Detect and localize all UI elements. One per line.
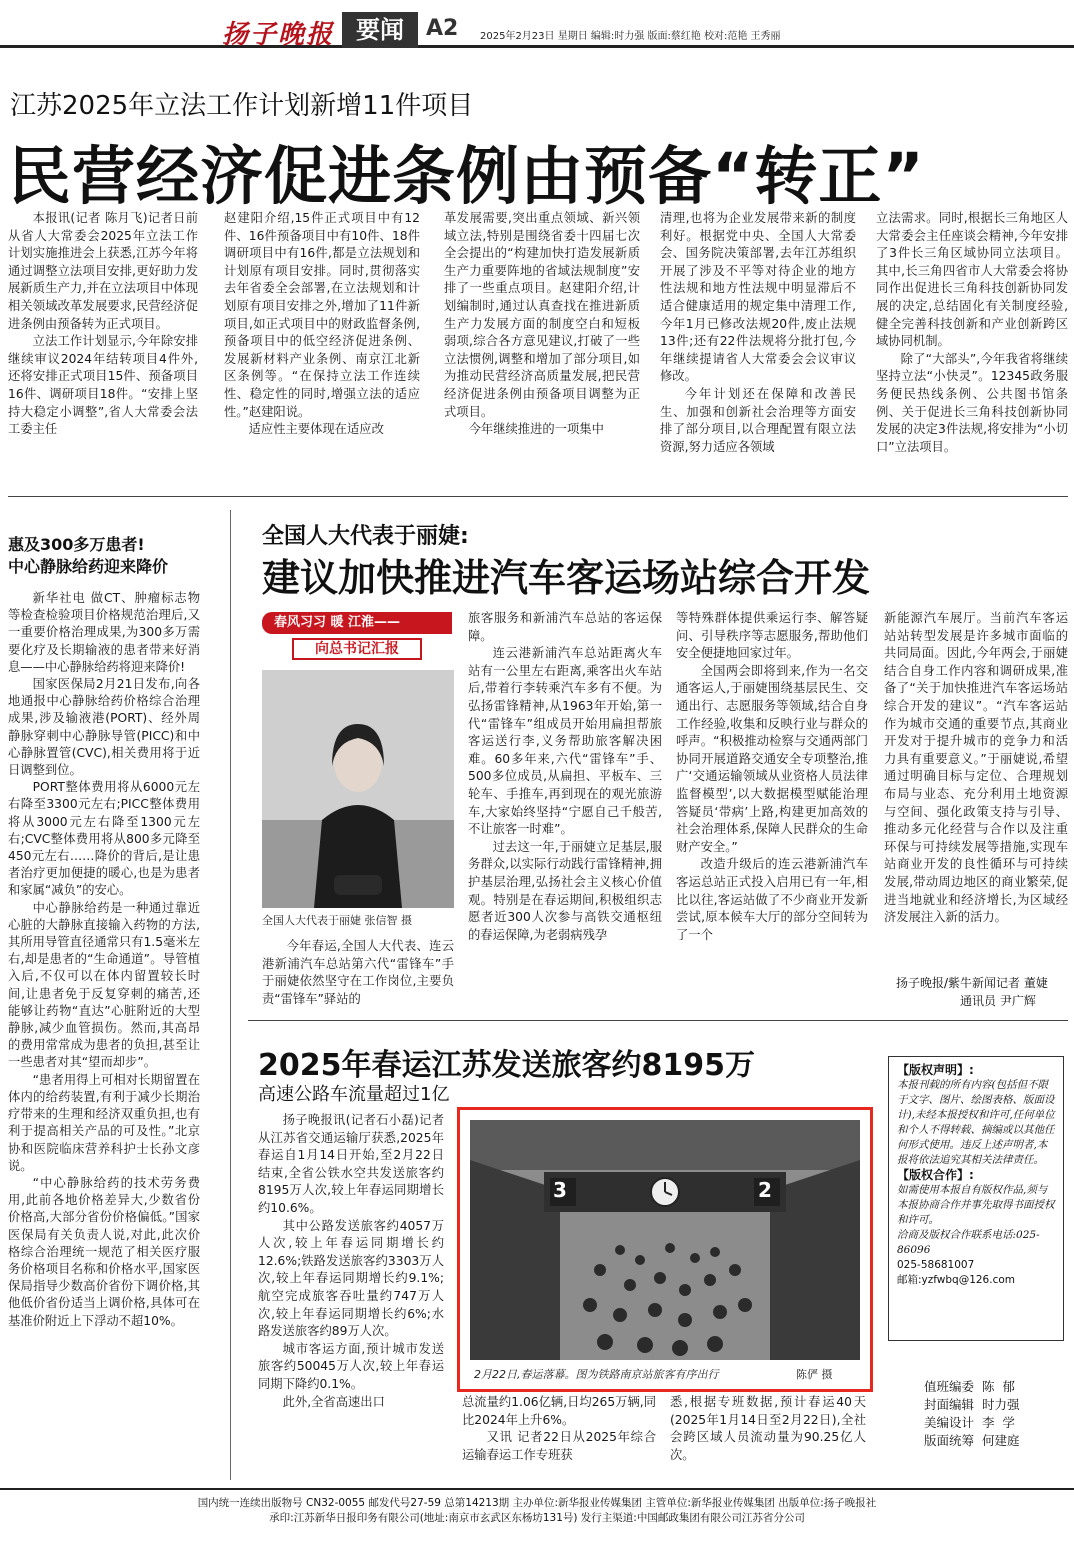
divider xyxy=(248,1020,1068,1021)
portrait-figure xyxy=(262,670,454,908)
portrait-caption: 全国人大代表于丽婕 张信智 摄 xyxy=(262,914,412,927)
lead-column-3: 革发展需要,突出重点领域、新兴领域立法,特别是围绕省委十四届七次全会提出的“构建加快打造发展新质生产力重要阵地的省域法规制度”安排了一些重点项目。赵建阳介绍,计划编制时,通过认真查找在推进新质生产力发展方面的制度空白和短板弱项,综合各方意见建议,打破了一些立法惯例,调整和增加了部分项目,如为推动民营经济高质量发展,把民营经济促进条例由预备项目调整为正式项目。 今年继续推进的一项集中 xyxy=(444,211,640,437)
lead-column-5: 立法需求。同时,根据长三角地区人大常委会主任座谈会精神,今年安排了3件长三角区域协同立法项目。其中,长三角四省市人大常委会将协同作出促进长三角科技创新协同发展的决定,总结固化有关制度经验,健全完善科技创新和产业创新跨区域协同机制。 除了“大部头”,今年我省将继续坚持立法“小快灵”。12345政务服务便民热线条例、公共图书馆条例、关于促进长三角科技创新协同发展的决定3件法规,将安排为“小切口”立法项目。 xyxy=(876,211,1068,454)
story2-column-1: 今年春运,全国人大代表、连云港新浦汽车总站第六代“雷锋车”手于丽婕依然坚守在工作岗位,主要负责“雷锋车”驿站的 xyxy=(262,939,454,1006)
photo-credit: 陈俨 摄 xyxy=(796,1368,833,1381)
story3-column-3: 悉,根据专班数据,预计春运40天(2025年1月14日至2月22日),全社会跨区域人员流动量为90.25亿人次。 xyxy=(670,1395,866,1462)
column-divider xyxy=(230,510,231,1480)
story2-column-4: 新能源汽车展厅。当前汽车客运站站转型发展是许多城市面临的共同局面。因此,今年两会,于丽婕结合自身工作内容和调研成果,准备了“关于加快推进汽车客运场站综合开发的建议”。“汽车客运站作为城市交通的重要节点,其商业开发对于提升城市的竞争力和活力具有重要意义。”于丽婕说,希望通过明确目标与定位、合理规划布局与业态、充分利用土地资源与空间、强化政策支持与引导、推动多元化经营与合作以及注重环保与可持续发展等措施,实现车站商业开发的良性循环与可持续发展,带动周边地区的商业繁荣,促进当地就业和经济增长,为区域经济发展注入新的活力。 xyxy=(884,611,1068,925)
station-photo xyxy=(470,1120,860,1360)
lead-headline: 民营经济促进条例由预备“转正” xyxy=(8,140,925,213)
sidebar-subtitle: 中心静脉给药迎来降价 xyxy=(8,557,169,576)
divider xyxy=(8,496,1068,497)
footer-line-2: 承印:江苏新华日报印务有限公司(地址:南京市玄武区东杨坊131号) 发行主渠道:中国邮政集团有限公司江苏省分公司 xyxy=(269,1512,805,1524)
contact-phone: 洽商及版权合作联系电话:025-86096 xyxy=(897,1229,1040,1256)
platform-number-right: 2 xyxy=(758,1178,772,1202)
story2-column-3: 等特殊群体提供乘运行李、解答疑问、引导秩序等志愿服务,帮助他们安全便捷地回家过年。 全国两会即将到来,作为一名交通客运人,于丽婕围绕基层民生、交通出行、志愿服务等领域,结合自身工作经验,收集和反映行业与群众的呼声。“积极推动检察与交通两部门协同开展道路交通安全专项整治,推广‘交通运输领域从业资格人员法律监督模型’,以大数据模型赋能治理答疑员‘带病’上路,构建更加高效的社会治理体系,保障人民群众的生命财产安全。” 改造升级后的连云港新浦汽车客运总站正式投入启用已有一年,相比以往,客运站做了不少商业开发新尝试,原本候车大厅的部分空间转为了一个 xyxy=(676,611,868,942)
copyright-body: 本报刊载的所有内容(包括但不限于文字、图片、绘图表格、版面设计),未经本报授权和许可,任何单位和个人不得转载、摘编或以其他任何形式使用。违反上述声明者,本报将依法追究其相关法律责任。 xyxy=(897,1079,1055,1166)
staff-credits: 值班编委 陈 郁 封面编辑 时力强 美编设计 李 学 版面统筹 何建庭 xyxy=(924,1379,1020,1448)
story2-byline-2: 通讯员 尹广辉 xyxy=(960,994,1036,1008)
story2-headline: 建议加快推进汽车客运场站综合开发 xyxy=(262,556,871,600)
cooperation-title: 【版权合作】: xyxy=(897,1168,974,1182)
series-badge-bottom: 向总书记汇报 xyxy=(292,638,422,660)
story3-column-2: 总流量约1.06亿辆,日均265万辆,同比2024年上升6%。 又讯 记者22日从2025年综合运输春运工作专班获 xyxy=(462,1395,656,1462)
lead-column-2: 赵建阳介绍,15件正式项目中有12件、16件预备项目中有10件、18件调研项目中有16件,都是立法规划和计划原有项目安排。同时,贯彻落实去年省委全会部署,在立法规划和计划原有项目安排之外,增加了11件新项目,如正式项目中的财政监督条例,预备项目中的低空经济促进条例、发展新材料产业条例、南京江北新区条例等。“在保持立法工作连续性、稳定性的同时,增强立法的适应性。”赵建阳说。 适应性主要体现在适应改 xyxy=(224,211,420,437)
sidebar-title: 惠及300多万患者! xyxy=(8,535,145,554)
edition-meta: 2025年2月23日 星期日 编辑:时力强 版面:蔡红艳 校对:范艳 王秀丽 xyxy=(480,31,781,42)
photo-caption: 2月22日,春运落幕。图为铁路南京站旅客有序出行 xyxy=(474,1368,719,1381)
footer-line-1: 国内统一连续出版物号 CN32-0055 邮发代号27-59 总第14213期 主办单位:新华报业传媒集团 主管单位:新华报业传媒集团 出版单位:扬子晚报社 xyxy=(197,1497,877,1509)
story3-subhead: 高速公路车流量超过1亿 xyxy=(258,1084,450,1105)
story2-column-2: 旅客服务和新浦汽车总站的客运保障。 连云港新浦汽车总站距离火车站有一公里左右距离,乘客出火车站后,带着行李转乘汽车多有不便。为弘扬雷锋精神,从1963年开始,第一代“雷锋车”组成员开始用扁担帮旅客运送行李,义务帮助旅客解决困难。60多年来,六代“雷锋车”手、500多位成员,从扁担、平板车、三轮车、手推车,再到现在的观光旅游车,大家始终坚持“宁愿自己千般苦,不让旅客一时难”。 过去这一年,于丽婕立足基层,服务群众,以实际行动践行雷锋精神,拥护基层治理,弘扬社会主义核心价值观。特别是在春运期间,积极组织志愿者近300人次参与高铁交通枢纽的春运保障,为老弱病残孕 xyxy=(468,611,662,942)
contact-phone-2: 025-58681007 xyxy=(897,1259,975,1271)
sidebar-body: 新华社电 做CT、肿瘤标志物等检查检验项目价格规范治理后,又一重要价格治理成果,为300多万需要化疗及长期输液的患者带来好消息——中心静脉给药将迎来降价! 国家医保局2月21日发布,向各地通报中心静脉给药价格综合治理成果,涉及输液港(PORT)、经外周静脉穿刺中心静脉导管(PICC)和中心静脉置管(CVC),相关费用将于近日调整到位。 PORT整体费用将从6000元左右降至3300元左右;PICC整体费用将从3000元左右降至1300元左右;CVC整体费用将从800多元降至450元左右……降价的背后,是让患者治疗更加便捷的暖心,也是为患者和家属“减负”的安心。 中心静脉给药是一种通过靠近心脏的大静脉直接输入药物的方法,其所用导管直径通常只有1.5毫米左右,却是患者的“生命通道”。导管植入后,不仅可以在体内留置较长时间,让患者免于反复穿刺的痛苦,还能够让药物“直达”心脏附近的大型静脉,减少血管损伤。然而,其高昂的费用常常成为患者的负担,甚至让一些患者对其“望而却步”。 “患者用得上可相对长期留置在体内的给药装置,有利于减少长期治疗带来的生理和经济双重负担,也有利于提高相关产品的可及性。”北京协和医院临床营养科护士长孙文彦说。 “中心静脉给药的技术劳务费用,此前各地价格差异大,少数省份价格高,大部分省份价格偏低。”国家医保局有关负责人说,对此,此次价格综合治理统一规范了相关医疗服务价格项目名称和价格水平,国家医保局指导少数高价省份下调价格,其他低价省份适当上调价格,具体可在基准价附近上下浮动不超10%。 xyxy=(8,591,200,1328)
story3-headline: 2025年春运江苏发送旅客约8195万 xyxy=(258,1048,755,1083)
portrait-photo xyxy=(262,670,454,908)
story2-byline: 扬子晚报/紫牛新闻记者 董婕 xyxy=(896,976,1048,990)
contact-email: 邮箱:yzfwbq@126.com xyxy=(897,1274,1015,1286)
footer xyxy=(0,1488,1074,1526)
copyright-box xyxy=(888,1056,1064,1341)
cooperation-body: 如需使用本报自有版权作品,须与本报协商合作并事先取得书面授权和许可。 xyxy=(897,1184,1055,1226)
lead-column-4: 清理,也将为企业发展带来新的制度利好。根据党中央、全国人大常委会、国务院决策部署,去年江苏组织开展了涉及不平等对待企业的地方性法规和地方性法规中明显滞后不适合健康适用的规定集中清理工作,今年1月已修改法规20件,废止法规13件;还有22件法规将分批打包,今年继续提请省人大常委会会议审议修改。 今年计划还在保障和改善民生、加强和创新社会治理等方面安排了部分项目,以合理配置有限立法资源,努力适应各领域 xyxy=(660,211,856,454)
station-scene xyxy=(470,1120,860,1360)
lead-column-1: 本报讯(记者 陈月飞)记者日前从省人大常委会2025年立法工作计划实施推进会上获悉,江苏今年将通过调整立法项目安排,更好助力发展新质生产力,并在立法项目中体现相关领域改革发展要求,民营经济促进条例由预备转为正式项目。 立法工作计划显示,今年除安排继续审议2024年结转项目4件外,还将安排正式项目15件、预备项目16件、调研项目18件。“安排上坚持大稳定小调整”,省人大常委会法工委主任 xyxy=(8,211,198,437)
news-photo-highlighted xyxy=(457,1107,873,1392)
lead-kicker: 江苏2025年立法工作计划新增11件项目 xyxy=(10,91,474,121)
story2-kicker: 全国人大代表于丽婕: xyxy=(262,524,469,549)
section-label: 要闻 xyxy=(342,12,418,48)
page-number: A2 xyxy=(426,16,459,41)
series-badge-top: 春风习习 暖 江淮—— xyxy=(262,612,452,634)
newspaper-logo: 扬子晚报 xyxy=(222,20,335,50)
copyright-title: 【版权声明】: xyxy=(897,1063,974,1077)
platform-number-left: 3 xyxy=(553,1178,567,1202)
series-badge xyxy=(262,608,452,664)
story3-column-1: 扬子晚报讯(记者石小磊)记者从江苏省交通运输厅获悉,2025年春运自1月14日开始,至2月22日结束,全省公铁水空共发送旅客约8195万人次,较上年春运同期增长约10.6%。 其中公路发送旅客约4057万人次,较上年春运同期增长约12.6%;铁路发送旅客约3303万人次,较上年春运同期增长约9.1%;航空完成旅客吞吐量约747万人次,较上年春运同期增长约6%;水路发送旅客约89万人次。 城市客运方面,预计城市发送旅客约50045万人次,较上年春运同期下降约0.1%。 此外,全省高速出口 xyxy=(258,1113,444,1409)
